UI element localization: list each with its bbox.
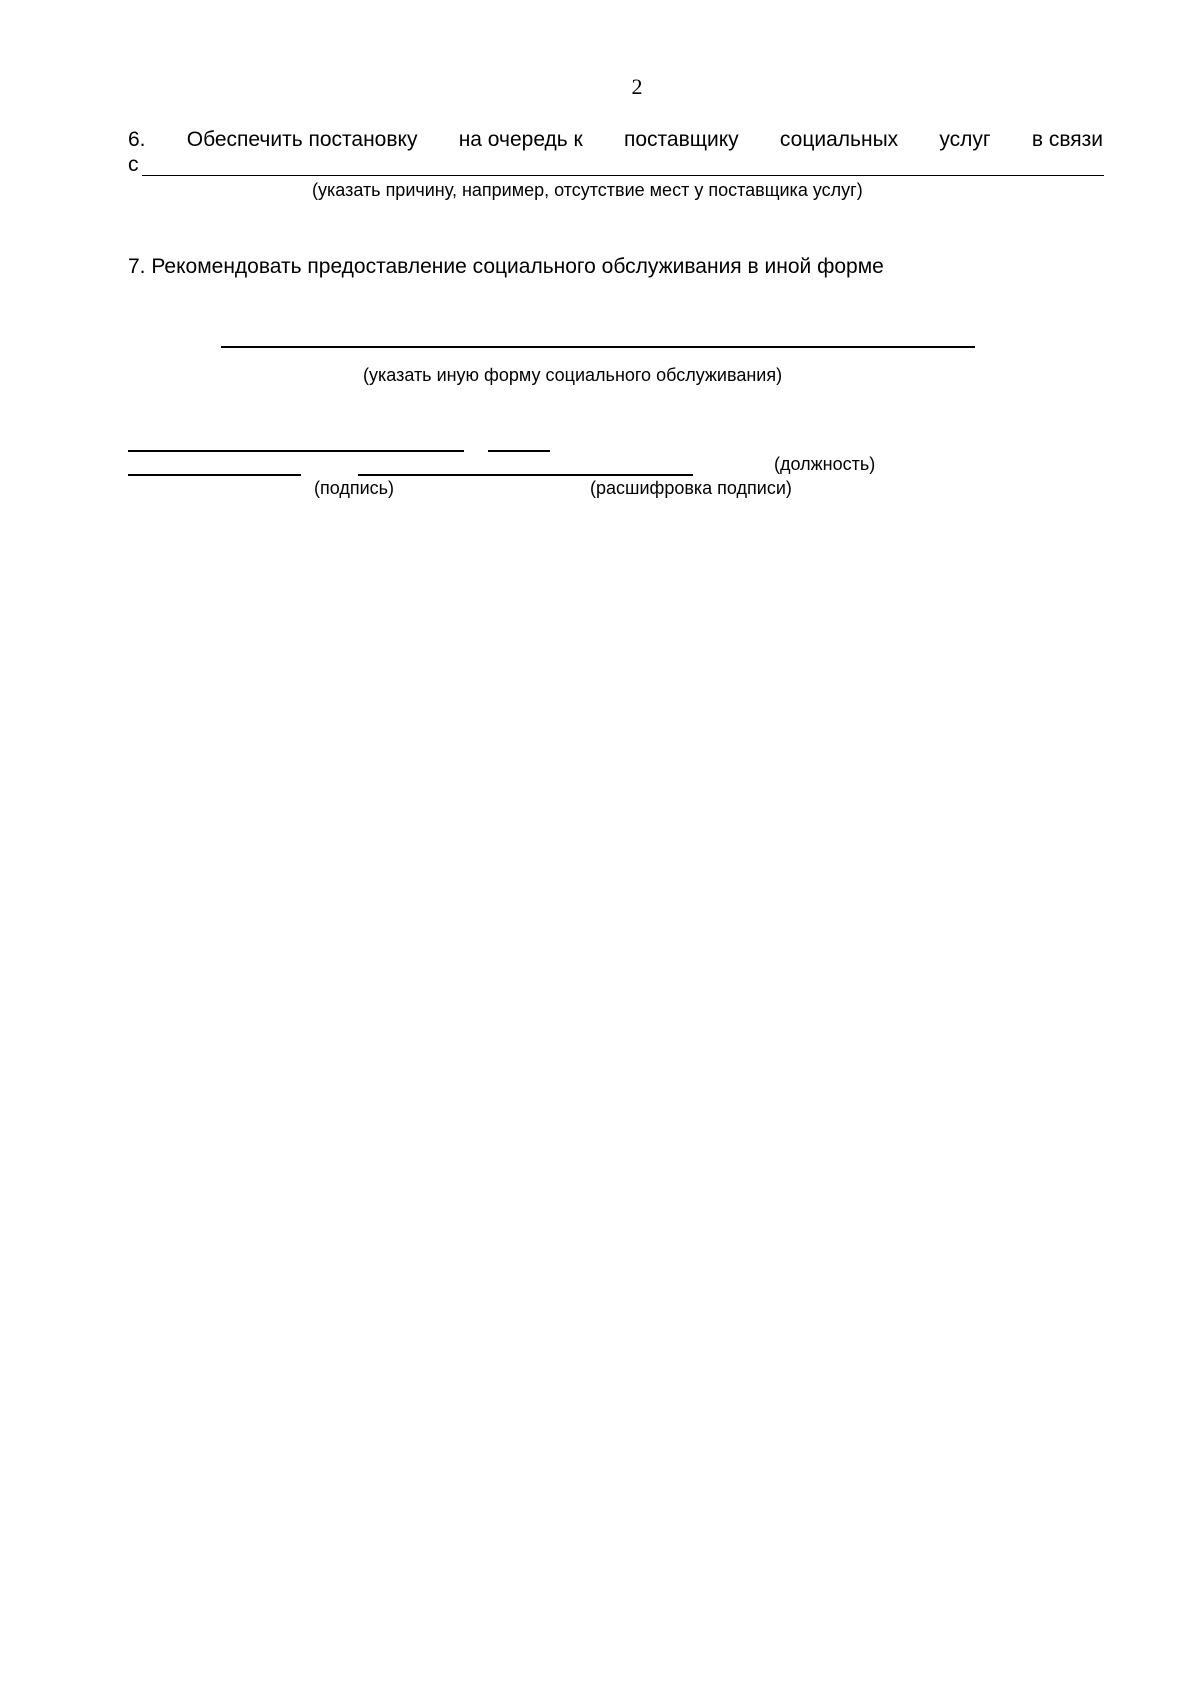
item-6-text (128, 128, 1103, 152)
position-label: (должность) (774, 454, 876, 474)
item-6-word: в связи (1031, 128, 1103, 151)
item-6-word: на очередь к (458, 128, 583, 151)
signature-fill-line (128, 474, 301, 476)
item-6-word: Обеспечить постановку (186, 128, 418, 151)
item-6-continuation: с (128, 153, 139, 176)
page-number: 2 (631, 74, 643, 99)
position-fill-line (128, 450, 464, 452)
item-6-word: социальных (779, 128, 899, 151)
item-6-word: услуг (939, 128, 991, 151)
item-6-word: поставщику (623, 128, 739, 151)
other-form-fill-line (221, 346, 975, 348)
reason-fill-line (142, 175, 1104, 176)
item-7-text: 7. Рекомендовать предоставление социального обслуживания в иной форме (128, 255, 884, 278)
other-form-hint: (указать иную форму социального обслуживания) (363, 365, 783, 385)
signature-label: (подпись) (314, 478, 395, 498)
signature-decode-fill-line (358, 474, 693, 476)
position-fill-line-short (488, 450, 550, 452)
item-6-number: 6. (128, 128, 146, 151)
signature-decode-label: (расшифровка подписи) (590, 478, 792, 498)
reason-hint: (указать причину, например, отсутствие мест у поставщика услуг) (312, 180, 863, 200)
